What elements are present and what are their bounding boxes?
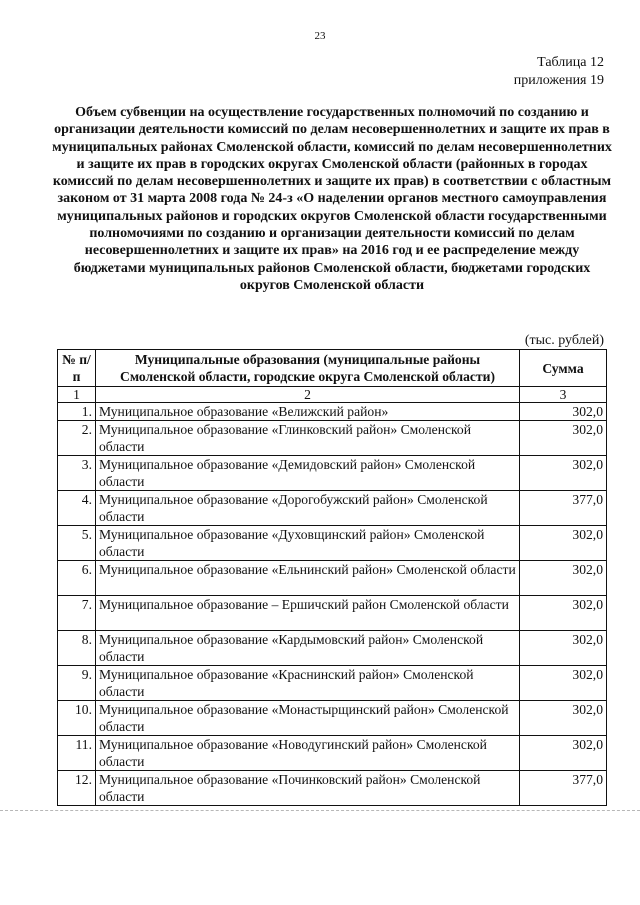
row-sum: 302,0 bbox=[520, 421, 607, 456]
row-number: 5. bbox=[58, 526, 96, 561]
header-municipality: Муниципальные образования (муниципальные районы Смоленской области, городские округа Смоленской области) bbox=[96, 350, 520, 387]
column-index-3: 3 bbox=[520, 387, 607, 403]
row-sum: 302,0 bbox=[520, 631, 607, 666]
row-sum: 302,0 bbox=[520, 666, 607, 701]
table-row bbox=[58, 456, 607, 491]
row-number: 7. bbox=[58, 596, 96, 631]
row-sum: 302,0 bbox=[520, 403, 607, 421]
row-sum: 302,0 bbox=[520, 456, 607, 491]
annex-appendix-label: приложения 19 bbox=[513, 73, 604, 88]
row-municipality: Муниципальное образование «Починковский район» Смоленской области bbox=[96, 771, 520, 806]
table-header-row bbox=[58, 350, 607, 387]
row-municipality: Муниципальное образование «Кардымовский район» Смоленской области bbox=[96, 631, 520, 666]
table-row bbox=[58, 561, 607, 596]
table-row bbox=[58, 421, 607, 456]
column-index-2: 2 bbox=[96, 387, 520, 403]
annex-table-label: Таблица 12 bbox=[537, 55, 604, 70]
row-municipality: Муниципальное образование «Духовщинский район» Смоленской области bbox=[96, 526, 520, 561]
row-sum: 302,0 bbox=[520, 736, 607, 771]
row-municipality: Муниципальное образование «Новодугинский район» Смоленской области bbox=[96, 736, 520, 771]
scan-edge-line bbox=[0, 810, 640, 811]
row-municipality: Муниципальное образование «Глинковский район» Смоленской области bbox=[96, 421, 520, 456]
page-number: 23 bbox=[314, 30, 326, 42]
row-number: 10. bbox=[58, 701, 96, 736]
document-title: Объем субвенции на осуществление государственных полномочий по созданию и организации деятельности комиссий по делам несовершеннолетних и защите их прав в муниципальных районах Смоленской области, комиссий по делам несовершеннолетних и защите их прав в городских округах Смоленской области (районных в городах комиссий по делам несовершеннолетних и защите их прав) в соответствии с областным законом от 31 марта 2008 года № 24-з «О наделении органов местного самоуправления муниципальных районов и городских округов Смоленской области государственными полномочиями по созданию и организации деятельности комиссий по делам несовершеннолетних и защите их прав» на 2016 год и ее распределение между бюджетами муниципальных районов Смоленской области, бюджетами городских округов Смоленской области bbox=[52, 105, 612, 293]
row-municipality: Муниципальное образование «Краснинский район» Смоленской области bbox=[96, 666, 520, 701]
header-number: № п/п bbox=[58, 350, 96, 387]
table-row bbox=[58, 631, 607, 666]
row-municipality: Муниципальное образование «Ельнинский район» Смоленской области bbox=[96, 561, 520, 596]
row-municipality: Муниципальное образование – Ершичский район Смоленской области bbox=[96, 596, 520, 631]
row-number: 12. bbox=[58, 771, 96, 806]
row-sum: 302,0 bbox=[520, 596, 607, 631]
column-index-1: 1 bbox=[58, 387, 96, 403]
row-sum: 377,0 bbox=[520, 771, 607, 806]
table-row bbox=[58, 491, 607, 526]
row-number: 3. bbox=[58, 456, 96, 491]
row-sum: 377,0 bbox=[520, 491, 607, 526]
table-row bbox=[58, 736, 607, 771]
annex-reference bbox=[514, 54, 604, 90]
row-number: 6. bbox=[58, 561, 96, 596]
row-number: 1. bbox=[58, 403, 96, 421]
header-sum: Сумма bbox=[520, 350, 607, 387]
row-sum: 302,0 bbox=[520, 526, 607, 561]
table-row bbox=[58, 666, 607, 701]
table-row bbox=[58, 771, 607, 806]
row-municipality: Муниципальное образование «Монастырщинский район» Смоленской области bbox=[96, 701, 520, 736]
subvention-table bbox=[57, 349, 607, 806]
table-row bbox=[58, 403, 607, 421]
units-label: (тыс. рублей) bbox=[524, 333, 604, 348]
row-number: 8. bbox=[58, 631, 96, 666]
row-municipality: Муниципальное образование «Дорогобужский район» Смоленской области bbox=[96, 491, 520, 526]
row-number: 4. bbox=[58, 491, 96, 526]
row-number: 11. bbox=[58, 736, 96, 771]
table-row bbox=[58, 596, 607, 631]
row-sum: 302,0 bbox=[520, 561, 607, 596]
row-sum: 302,0 bbox=[520, 701, 607, 736]
column-index-row bbox=[58, 387, 607, 403]
row-municipality: Муниципальное образование «Велижский район» bbox=[96, 403, 520, 421]
row-number: 9. bbox=[58, 666, 96, 701]
table-row bbox=[58, 526, 607, 561]
table-row bbox=[58, 701, 607, 736]
row-number: 2. bbox=[58, 421, 96, 456]
row-municipality: Муниципальное образование «Демидовский район» Смоленской области bbox=[96, 456, 520, 491]
